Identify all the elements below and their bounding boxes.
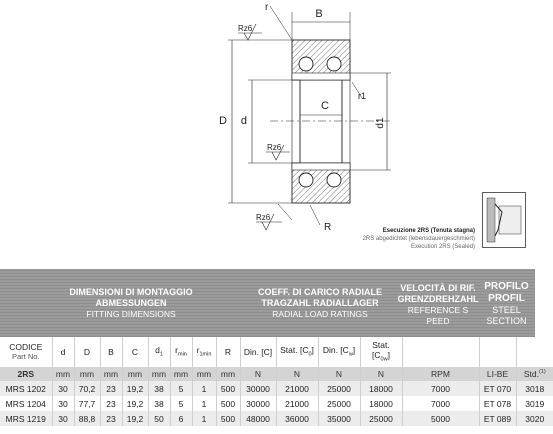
spec-data-table bbox=[0, 337, 553, 426]
table-cell: 5 bbox=[170, 396, 192, 411]
table-cell: 70,2 bbox=[74, 381, 100, 396]
col-header-d: d bbox=[52, 337, 74, 367]
col-header-r1min: $r_{1min}$ bbox=[192, 337, 216, 367]
table-cell: 25000 bbox=[318, 396, 360, 411]
table-cell: 36000 bbox=[276, 411, 318, 426]
table-cell: MRS 1202 bbox=[0, 381, 52, 396]
table-cell: ET 070 bbox=[479, 381, 516, 396]
table-cell: 23 bbox=[100, 396, 122, 411]
table-cell: 30 bbox=[52, 381, 74, 396]
table-cell: 3019 bbox=[516, 396, 553, 411]
group-title-en: FITTING DIMENSIONS bbox=[86, 309, 176, 319]
unit-cell: N bbox=[276, 367, 318, 381]
table-cell: 21000 bbox=[276, 381, 318, 396]
dim-D-label: D bbox=[219, 115, 227, 127]
table-cell: 19,2 bbox=[122, 396, 148, 411]
table-cell: 25000 bbox=[360, 411, 402, 426]
seal-detail-inset bbox=[482, 192, 526, 248]
dim-r-label: r bbox=[265, 2, 269, 13]
unit-cell: LI-BE bbox=[479, 367, 516, 381]
col-header-din-cw: Din. $[C_w]$ bbox=[318, 337, 360, 367]
table-row bbox=[0, 411, 553, 426]
dim-C-label: C bbox=[321, 100, 329, 112]
col-header-R: R bbox=[216, 337, 240, 367]
table-cell: 35000 bbox=[318, 411, 360, 426]
caption-line-it: Esecuzione 2RS (Tenuta stagna) bbox=[382, 228, 475, 234]
table-cell: 23 bbox=[100, 411, 122, 426]
rz6-mid-label: Rz6 bbox=[267, 143, 282, 152]
col-header-rmin: $r_{min}$ bbox=[170, 337, 192, 367]
dim-d-label: d bbox=[240, 115, 247, 127]
table-cell: 30 bbox=[52, 411, 74, 426]
table-cell: 30 bbox=[52, 396, 74, 411]
dim-r1-label: r1 bbox=[358, 91, 367, 101]
table-cell: 5 bbox=[170, 381, 192, 396]
table-cell: 1 bbox=[192, 381, 216, 396]
table-cell: 1 bbox=[192, 411, 216, 426]
table-group-header bbox=[0, 269, 535, 337]
bearing-upper-section bbox=[292, 40, 350, 80]
group-title-de: ABMESSUNGEN bbox=[95, 298, 167, 308]
table-row bbox=[0, 381, 553, 396]
table-cell: 25000 bbox=[318, 381, 360, 396]
unit-cell: N bbox=[318, 367, 360, 381]
column-header-row bbox=[0, 337, 553, 367]
rz6-bottom-label: Rz6 bbox=[256, 213, 271, 222]
rz6-top-label: Rz6 bbox=[238, 24, 253, 33]
unit-cell: mm bbox=[100, 367, 122, 381]
group-title-en: STEEL bbox=[492, 305, 521, 315]
table-cell: ET 078 bbox=[479, 396, 516, 411]
unit-cell: mm bbox=[216, 367, 240, 381]
table-cell: 18000 bbox=[360, 381, 402, 396]
table-cell: 500 bbox=[216, 411, 240, 426]
table-cell: 5000 bbox=[402, 411, 479, 426]
table-cell: 7000 bbox=[402, 396, 479, 411]
group-title: COEFF. DI CARICO RADIALE bbox=[257, 287, 382, 297]
table-cell: 88,8 bbox=[74, 411, 100, 426]
table-cell: 48000 bbox=[240, 411, 276, 426]
group-title: PROFILO bbox=[484, 281, 529, 292]
col-header-std bbox=[516, 337, 553, 367]
table-cell: MRS 1204 bbox=[0, 396, 52, 411]
table-cell: 21000 bbox=[276, 396, 318, 411]
table-cell: 3020 bbox=[516, 411, 553, 426]
col-header-C: C bbox=[122, 337, 148, 367]
bearing-lower-section bbox=[292, 163, 350, 203]
table-cell: 30000 bbox=[240, 396, 276, 411]
table-cell: 50 bbox=[148, 411, 170, 426]
table-cell: 500 bbox=[216, 396, 240, 411]
table-cell: 30000 bbox=[240, 381, 276, 396]
table-cell: 18000 bbox=[360, 396, 402, 411]
group-title-de: TRAGZAHL RADIALLAGER bbox=[261, 298, 379, 308]
group-title-en-2: PEED bbox=[426, 316, 450, 326]
col-header-stat-c0w: Stat. $[C_{0w}]$ bbox=[360, 337, 402, 367]
col-header-d1: $d_1$ bbox=[148, 337, 170, 367]
unit-cell: RPM bbox=[402, 367, 479, 381]
col-header-libe bbox=[479, 337, 516, 367]
dim-R-label: R bbox=[324, 222, 332, 233]
group-title-en: RADIAL LOAD RATINGS bbox=[272, 309, 368, 319]
group-reference-speed bbox=[392, 269, 484, 337]
caption-line-de: 2RS abgedichtet (lebensdauergeschmiert) bbox=[362, 236, 475, 242]
table-cell: 19,2 bbox=[122, 411, 148, 426]
col-header-B: B bbox=[100, 337, 122, 367]
table-cell: 38 bbox=[148, 396, 170, 411]
unit-cell: mm bbox=[170, 367, 192, 381]
table-cell: 77,7 bbox=[74, 396, 100, 411]
table-cell: ET 089 bbox=[479, 411, 516, 426]
group-title-de: PROFIL bbox=[488, 293, 525, 304]
table-cell: 3018 bbox=[516, 381, 553, 396]
col-header-code: CODICE Part No. bbox=[0, 337, 52, 367]
col-header-din-c: Din. [C] bbox=[240, 337, 276, 367]
col-header-speed bbox=[402, 337, 479, 367]
spec-table bbox=[0, 269, 546, 434]
unit-cell: mm bbox=[192, 367, 216, 381]
table-cell: 6 bbox=[170, 411, 192, 426]
table-cell: 500 bbox=[216, 381, 240, 396]
group-title-en-2: SECTION bbox=[486, 316, 527, 326]
unit-cell: mm bbox=[122, 367, 148, 381]
unit-cell: mm bbox=[74, 367, 100, 381]
group-title: DIMENSIONI DI MONTAGGIO bbox=[69, 287, 193, 297]
unit-cell: N bbox=[240, 367, 276, 381]
table-cell: 23 bbox=[100, 381, 122, 396]
table-cell: 7000 bbox=[402, 381, 479, 396]
unit-cell: 2RS bbox=[0, 367, 52, 381]
unit-cell: Std.$^{(1)}$ bbox=[516, 367, 553, 381]
table-row bbox=[0, 396, 553, 411]
caption-line-en: Execution 2RS (Sealed) bbox=[410, 244, 475, 250]
group-title-en: REFERENCE S bbox=[407, 305, 469, 315]
table-cell: 1 bbox=[192, 396, 216, 411]
col-header-D: D bbox=[74, 337, 100, 367]
table-cell: 38 bbox=[148, 381, 170, 396]
table-cell: MRS 1219 bbox=[0, 411, 52, 426]
group-profile bbox=[478, 269, 535, 337]
group-radial-load bbox=[240, 269, 400, 337]
dim-d1-label: d1 bbox=[375, 117, 386, 129]
units-row bbox=[0, 367, 553, 381]
seal-caption bbox=[363, 227, 475, 251]
unit-cell: N bbox=[360, 367, 402, 381]
group-fitting-dimensions bbox=[0, 269, 262, 337]
unit-cell: mm bbox=[148, 367, 170, 381]
dim-B-label: B bbox=[315, 8, 323, 20]
table-cell: 19,2 bbox=[122, 381, 148, 396]
unit-cell: mm bbox=[52, 367, 74, 381]
group-title-de: GRENZDREHZAHL bbox=[397, 294, 479, 304]
col-header-stat-c0: Stat. $[C_0]$ bbox=[276, 337, 318, 367]
group-title: VELOCITÀ DI RIF. bbox=[400, 283, 476, 293]
